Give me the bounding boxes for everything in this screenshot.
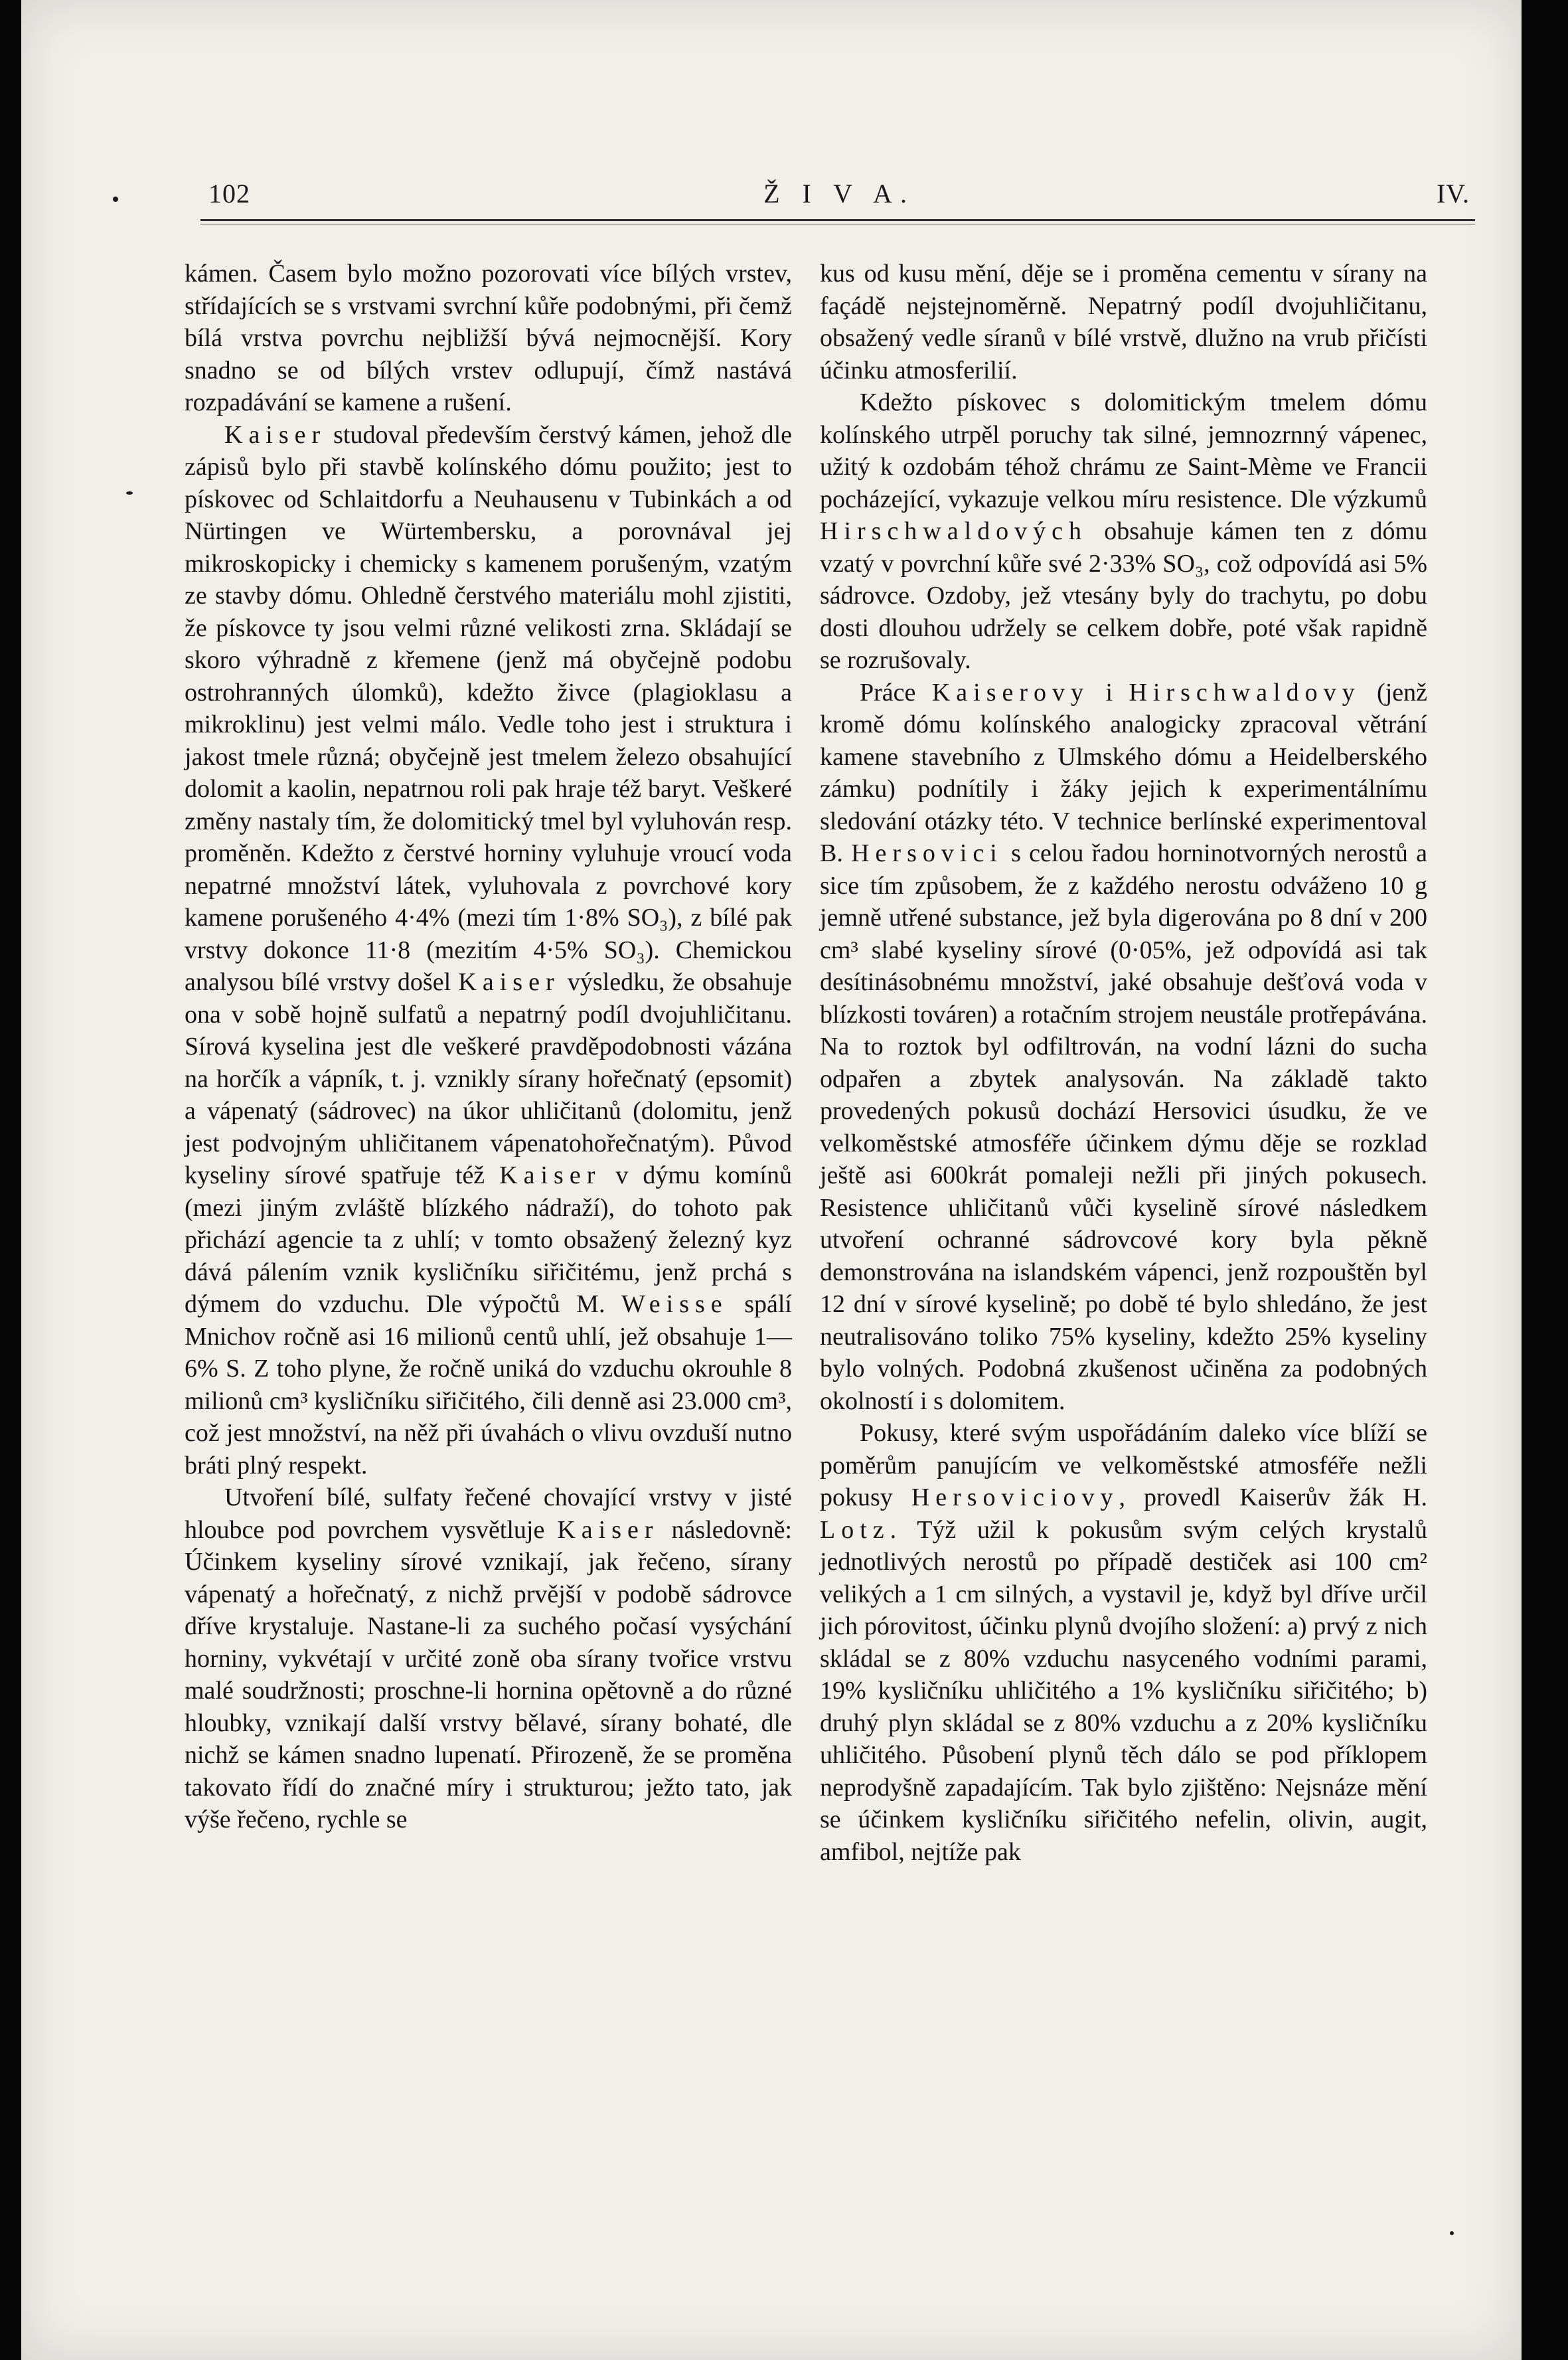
scan-speck [1450, 2231, 1454, 2235]
running-header [208, 178, 1470, 215]
volume-number: IV. [1436, 179, 1470, 209]
paragraph: kámen. Časem bylo možno pozorovati více bílých vrstev, střídajících se s vrstvami svrchní kůře podobnými, při čemž bílá vrstva povrchu nejbližší bývá nejmocnější. Kory snadno se od bílých vrstev odlupují, čímž nastává rozpadávání se kamene a rušení. [185, 260, 792, 416]
author-name: Kaiser [499, 1161, 601, 1189]
author-name: Weisse [621, 1290, 728, 1318]
paragraph: Pokusy, které svým uspořádáním daleko více blíží se poměrům panujícím ve velkoměstské atmosféře nežli pokusy Hersoviciovy, provedl Kaiserův žák H. Lotz. Týž užil k pokusům svým celých krystalů jednotlivých nerostů po případě destiček asi 100 cm² velikých a 1 cm silných, a vystavil je, když byl dříve určil jich pórovitost, účinku plynů dvojího složení: a) prvý z nich skládal se z 80% vzduchu nasyceného vodními parami, 19% kysličníku uhličitého a 1% kysličníku siřičitého; b) druhý plyn skládal se z 80% vzduchu a z 20% kysličníku uhličitého. Působení plynů těch dálo se pod příklopem neprodyšně zapadajícím. Tak bylo zjištěno: Nejsnáze mění se účinkem kysličníku siřičitého nefelin, olivin, augit, amfibol, nejtíže pak [820, 1419, 1427, 1866]
journal-title: Ž I V A. [763, 179, 915, 209]
author-name: Kaiser [557, 1515, 659, 1544]
scanned-page [21, 0, 1522, 2360]
left-column [185, 258, 792, 1836]
scan-speck [126, 491, 133, 495]
scan-speck [113, 197, 118, 202]
author-name: Lotz [820, 1515, 890, 1544]
author-name: Hirschwaldovy [1129, 678, 1361, 707]
author-name: Kaiserovy [931, 678, 1090, 707]
paragraph: Kdežto pískovec s dolomitickým tmelem dómu kolínského utrpěl poruchy tak silné, jemnozrnný vápenec, užitý k ozdobám téhož chrámu ze Saint-Mème ve Francii pocházející, vykazuje velkou míru resistence. Dle výzkumů Hirschwaldových obsahuje kámen ten z dómu vzatý v povrchní kůře své 2·33% SO₃, což odpovídá asi 5% sádrovce. Ozdoby, jež vtesány byly do trachytu, po dobu dosti dlouhou udržely se celkem dobře, poté však rapidně se rozrušovaly. [820, 388, 1427, 674]
author-name: Kaiser [224, 420, 327, 449]
author-name: Hersovici [851, 839, 1003, 867]
paragraph: Práce Kaiserovy i Hirschwaldovy (jenž kromě dómu kolínského analogicky zpracoval větrání kamene stavebního z Ulmského dómu a Heidelberského zámku) podnítily i žáky jejich k experimentálnímu sledování otázky této. V technice berlínské experimentoval B. Hersovici s celou řadou horninotvorných nerostů a sice tím způsobem, že z každého nerostu odváženo 10 g jemně utřené substance, jež byla digerována po 8 dní v 200 cm³ slabé kyseliny sírové (0·05%, jež odpovídá asi tak desítinásobnému množství, jaké obsahuje dešťová voda v blízkosti továren) a rotačním strojem neustále protřepávána. Na to roztok byl odfiltrován, na vodní lázni do sucha odpařen a zbytek analysován. Na základě takto provedených pokusů dochází Hersovici úsudku, že ve velkoměstské atmosféře účinkem dýmu děje se rozklad ještě asi 600krát pomaleji nežli při jiných pokusech. Resistence uhličitanů vůči kyselině sírové následkem utvoření ochranné sádrovcové kory byla pěkně demonstrována na islandském vápenci, jenž rozpouštěn byl 12 dní v sírové kyselině; po době té bylo shledáno, že jest neutralisováno toliko 75% kyseliny, kdežto 25% kyseliny bylo volných. Podobná zkušenost učiněna za podobných okolností i s dolomitem. [820, 678, 1427, 1415]
paragraph: Kaiser studoval především čerstvý kámen, jehož dle zápisů bylo při stavbě kolínského dómu použito; jest to pískovec od Schlaitdorfu a Neuhausenu v Tubinkách a od Nürtingen ve Würtembersku, a porovnával jej mikroskopicky i chemicky s kamenem porušeným, vzatým ze stavby dómu. Ohledně čerstvého materiálu mohl zjistiti, že pískovce ty jsou velmi různé velikosti zrna. Skládají se skoro výhradně z křemene (jenž má obyčejně podobu ostrohranných úlomků), kdežto živce (plagioklasu a mikroklinu) jest velmi málo. Vedle toho jest i struktura i jakost tmele různá; obyčejně jest tmelem železo obsahující dolomit a kaolin, nepatrnou roli pak hraje též baryt. Veškeré změny nastaly tím, že dolomitický tmel byl vyluhován resp. proměněn. Kdežto z čerstvé horniny vyluhuje vroucí voda nepatrné množství látek, vyluhovala z povrchové kory kamene porušeného 4·4% (mezi tím 1·8% SO₃), z bílé pak vrstvy dokonce 11·8 (mezitím 4·5% SO₃). Chemickou analysou bílé vrstvy došel Kaiser výsledku, že obsahuje ona v sobě hojně sulfatů a nepatrný podíl dvojuhličitanu. Sírová kyselina jest dle veškeré pravděpodobnosti vázána na horčík a vápník, t. j. vznikly sírany hořečnatý (epsomit) a vápenatý (sádrovec) na úkor uhličitanů (dolomitu, jenž jest podvojným uhličitanem vápenatohořečnatým). Původ kyseliny sírové spatřuje též Kaiser v dýmu komínů (mezi jiným zvláště blízkého nádraží), do tohoto pak přichází agencie ta z uhlí; v tomto obsažený železný kyz dává pálením vznik kysličníku siřičitému, jenž prchá s dýmem do vzduchu. Dle výpočtů M. Weisse spálí Mnichov ročně asi 16 milionů centů uhlí, jež obsahuje 1—6% S. Z toho plyne, že ročně uniká do vzduchu okrouhle 8 milionů cm³ kysličníku siřičitého, čili denně asi 23.000 cm³, což jest množství, na něž při úvahách o vlivu ovzduší nutno bráti plný respekt. [185, 420, 792, 1479]
paragraph: Utvoření bílé, sulfaty řečené chovající vrstvy v jisté hloubce pod povrchem vysvětluje Kaiser následovně: Účinkem kyseliny sírové vznikají, jak řečeno, sírany vápenatý a hořečnatý, z nichž prvější v podobě sádrovce dříve krystaluje. Nastane-li za suchého počasí vysýchání horniny, vykvétají v určité zoně oba sírany tvořice vrstvu malé soudržnosti; proschne-li hornina opětovně a do různé hloubky, vznikají další vrstvy bělavé, sírany bohaté, dle nichž se kámen snadno lupenatí. Přirozeně, že se proměna takovato řídí do značné míry i strukturou; ježto tato, jak výše řečeno, rychle se [185, 1483, 792, 1833]
paragraph: kus od kusu mění, děje se i proměna cementu v sírany na façádě nejstejnoměrně. Nepatrný podíl dvojuhličitanu, obsažený vedle síranů v bílé vrstvě, dlužno na vrub přičísti účinku atmosferilií. [820, 260, 1427, 384]
page-number: 102 [208, 179, 250, 209]
author-name: Hersoviciovy [911, 1483, 1119, 1511]
header-rule [200, 219, 1475, 221]
author-name: Hirschwaldových [820, 517, 1088, 545]
right-column [820, 258, 1427, 1868]
author-name: Kaiser [458, 968, 560, 996]
